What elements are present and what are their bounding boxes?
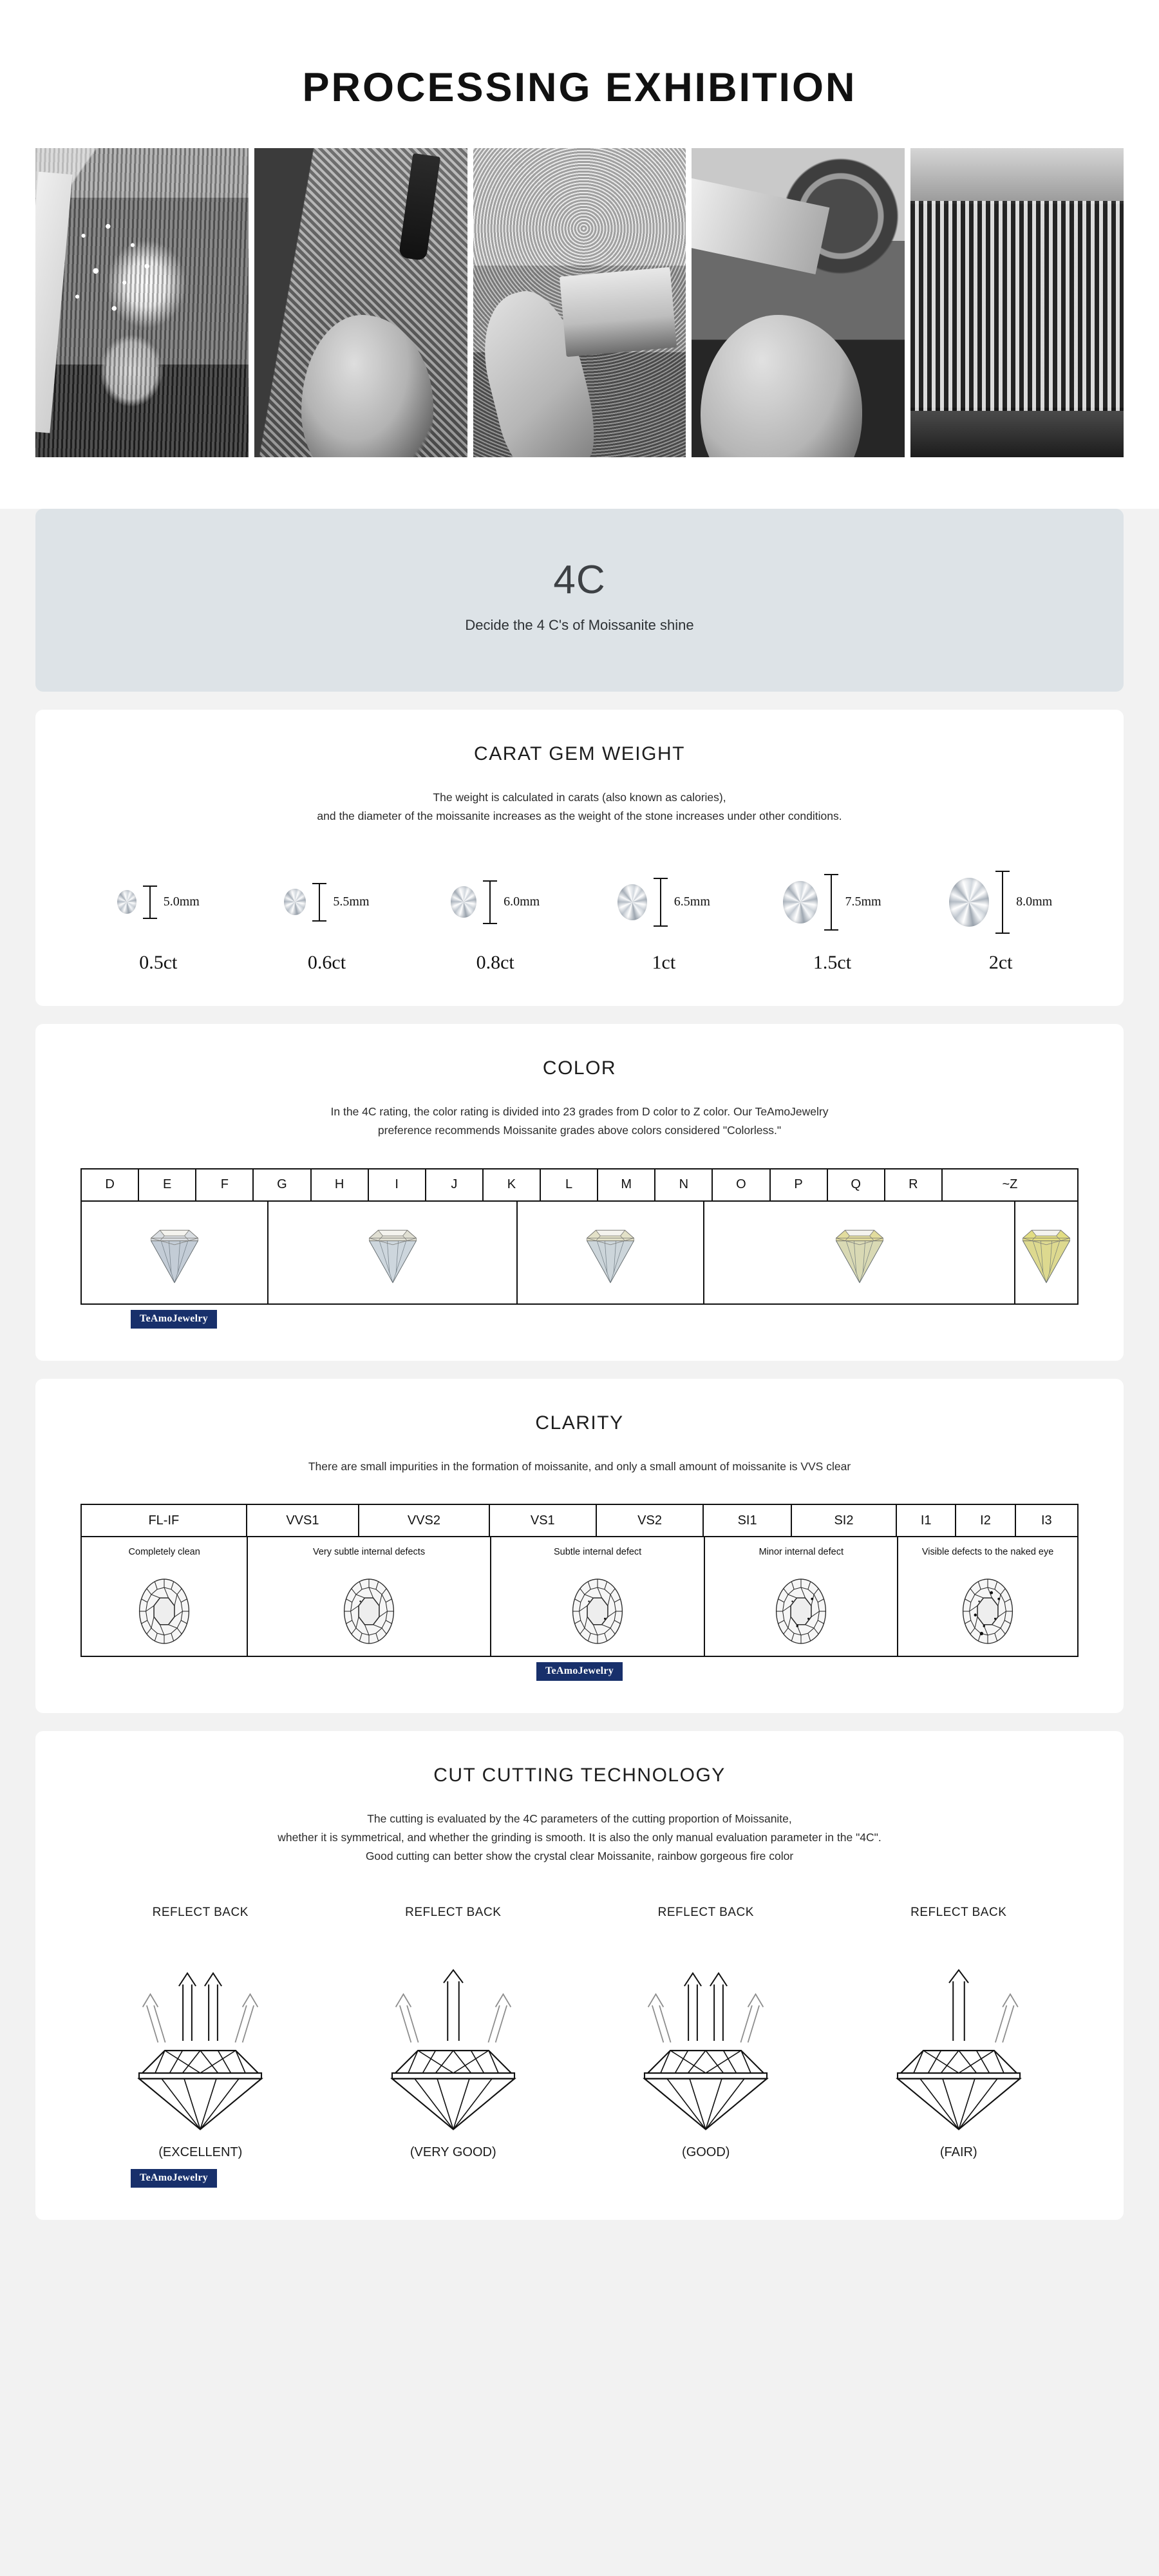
clarity-gem-cell	[705, 1567, 898, 1656]
cut-light-reflection-diagram	[117, 1938, 284, 2131]
color-grade-cell: D	[82, 1170, 139, 1200]
carat-gem-measure	[74, 860, 243, 944]
cut-item	[833, 1906, 1086, 2160]
color-sample-cell	[704, 1202, 1015, 1303]
carat-item	[411, 860, 580, 974]
round-brilliant-diamond-icon	[567, 1574, 628, 1649]
color-sample-row	[80, 1202, 1079, 1305]
carat-section	[35, 710, 1124, 1006]
moissanite-gem-icon	[451, 886, 476, 918]
cut-title: CUT CUTTING TECHNOLOGY	[433, 1765, 726, 1786]
clarity-gem-row	[80, 1567, 1079, 1657]
four-c-title: 4C	[553, 558, 606, 602]
carat-weight-label: 1.5ct	[813, 951, 852, 973]
cut-light-reflection-diagram	[370, 1938, 537, 2131]
carat-size-row	[35, 854, 1124, 974]
processing-photo-1	[35, 148, 249, 457]
teamojewelry-badge: TeAmoJewelry	[131, 2169, 217, 2188]
clarity-grade-header-row	[80, 1504, 1079, 1537]
carat-gem-measure	[580, 860, 748, 944]
processing-photo-2	[254, 148, 467, 457]
clarity-grade-cell: VVS2	[359, 1505, 489, 1536]
clarity-section	[35, 1379, 1124, 1714]
color-grade-cell: K	[484, 1170, 541, 1200]
clarity-grade-cell: VVS1	[247, 1505, 360, 1536]
clarity-description-cell: Subtle internal defect	[491, 1537, 706, 1567]
reflect-back-label: REFLECT BACK	[657, 1906, 754, 1919]
cut-item	[74, 1906, 327, 2160]
round-brilliant-diamond-icon	[133, 1574, 195, 1649]
processing-photo-4	[692, 148, 905, 457]
teamojewelry-badge: TeAmoJewelry	[536, 1662, 623, 1681]
size-measure-bar-icon	[483, 880, 497, 924]
color-grade-cell: E	[139, 1170, 196, 1200]
clarity-grade-cell: VS2	[597, 1505, 704, 1536]
round-brilliant-diamond-icon	[338, 1574, 400, 1649]
cut-item	[580, 1906, 833, 2160]
color-description-line-1: In the 4C rating, the color rating is divided into 23 grades from D color to Z color. Our TeAmoJewelry	[330, 1104, 829, 1118]
carat-diameter-label: 7.5mm	[845, 895, 881, 909]
carat-item	[74, 860, 243, 974]
carat-gem-measure	[748, 860, 917, 944]
moissanite-gem-icon	[284, 889, 306, 915]
color-description	[35, 1103, 1124, 1140]
carat-weight-label: 0.8ct	[476, 951, 514, 973]
cut-item	[327, 1906, 580, 2160]
clarity-grade-cell: SI2	[792, 1505, 897, 1536]
carat-weight-label: 0.6ct	[307, 951, 346, 973]
size-measure-bar-icon	[824, 874, 838, 931]
color-table	[35, 1168, 1124, 1329]
clarity-description: There are small impurities in the formation of moissanite, and only a small amount of moissanite is VVS clear	[308, 1459, 851, 1473]
carat-gem-measure	[243, 860, 411, 944]
clarity-description-cell: Completely clean	[82, 1537, 248, 1567]
clarity-table	[35, 1504, 1124, 1681]
clarity-description-cell: Visible defects to the naked eye	[921, 1547, 1054, 1558]
four-c-subtitle: Decide the 4 C's of Moissanite shine	[465, 617, 694, 633]
color-grade-cell: H	[312, 1170, 369, 1200]
cut-quality-label: (FAIR)	[939, 2145, 977, 2159]
cut-light-reflection-diagram	[875, 1938, 1042, 2131]
diamond-side-view-icon	[364, 1219, 421, 1286]
color-grade-cell: M	[598, 1170, 655, 1200]
color-sample-cell	[518, 1202, 704, 1303]
color-grade-cell: O	[713, 1170, 770, 1200]
clarity-gem-cell	[82, 1567, 248, 1656]
color-section	[35, 1024, 1124, 1361]
cut-badge-row	[35, 2160, 1124, 2188]
moissanite-gem-icon	[783, 881, 818, 923]
color-grade-cell: I	[369, 1170, 426, 1200]
reflect-back-label: REFLECT BACK	[405, 1906, 502, 1919]
carat-title: CARAT GEM WEIGHT	[474, 743, 685, 764]
clarity-gem-cell	[898, 1567, 1077, 1656]
processing-photo-strip	[0, 148, 1159, 483]
moissanite-gem-icon	[617, 884, 647, 920]
clarity-grade-cell: VS1	[490, 1505, 597, 1536]
carat-item	[243, 860, 411, 974]
color-badge-row	[80, 1305, 1079, 1329]
round-brilliant-diamond-icon	[770, 1574, 832, 1649]
color-grade-cell: N	[655, 1170, 713, 1200]
clarity-grade-cell: I1	[897, 1505, 956, 1536]
size-measure-bar-icon	[654, 878, 668, 927]
clarity-description-cell: Minor internal defect	[705, 1537, 898, 1567]
carat-description	[35, 788, 1124, 826]
carat-diameter-label: 6.0mm	[504, 895, 540, 909]
processing-photo-3	[473, 148, 686, 457]
color-grade-cell: P	[771, 1170, 828, 1200]
cut-quality-row	[35, 1894, 1124, 2160]
carat-diameter-label: 8.0mm	[1016, 895, 1053, 909]
cut-quality-label: (EXCELLENT)	[158, 2145, 243, 2159]
carat-item	[916, 860, 1085, 974]
cut-description-line-2: whether it is symmetrical, and whether the grinding is smooth. It is also the only manual evaluation parameter in the "4C".	[278, 1831, 881, 1844]
clarity-gem-cell	[491, 1567, 706, 1656]
cut-description-line-3: Good cutting can better show the crystal clear Moissanite, rainbow gorgeous fire color	[365, 1850, 794, 1863]
diamond-side-view-icon	[831, 1219, 888, 1286]
carat-description-line-1: The weight is calculated in carats (also known as calories),	[433, 791, 726, 804]
moissanite-gem-icon	[949, 878, 989, 927]
size-measure-bar-icon	[995, 871, 1010, 934]
clarity-description-cell: Very subtle internal defects	[248, 1537, 491, 1567]
content-wrap	[0, 509, 1159, 2220]
clarity-grade-cell: FL-IF	[82, 1505, 247, 1536]
carat-item	[580, 860, 748, 974]
color-grade-cell: R	[885, 1170, 943, 1200]
clarity-grade-cell: I3	[1041, 1513, 1052, 1528]
clarity-grade-cell: I2	[956, 1505, 1015, 1536]
diamond-side-view-icon	[146, 1219, 203, 1286]
carat-gem-measure	[916, 860, 1085, 944]
color-grade-cell: J	[426, 1170, 484, 1200]
carat-weight-label: 2ct	[988, 951, 1013, 973]
carat-diameter-label: 5.5mm	[333, 895, 370, 909]
color-grade-cell: Q	[828, 1170, 885, 1200]
cut-light-reflection-diagram	[622, 1938, 789, 2131]
diamond-side-view-icon	[1018, 1219, 1075, 1286]
reflect-back-label: REFLECT BACK	[910, 1906, 1007, 1919]
color-grade-cell: F	[196, 1170, 254, 1200]
cut-description-line-1: The cutting is evaluated by the 4C parameters of the cutting proportion of Moissanite,	[367, 1812, 792, 1826]
clarity-title: CLARITY	[535, 1412, 624, 1434]
clarity-gem-cell	[248, 1567, 491, 1656]
carat-diameter-label: 6.5mm	[674, 895, 710, 909]
size-measure-bar-icon	[143, 886, 157, 919]
carat-description-line-2: and the diameter of the moissanite increases as the weight of the stone increases under other conditions.	[317, 809, 842, 822]
clarity-badge-row	[80, 1657, 1079, 1681]
color-grade-cell: G	[254, 1170, 311, 1200]
page-title: PROCESSING EXHIBITION	[302, 65, 857, 110]
round-brilliant-diamond-icon	[957, 1574, 1019, 1649]
carat-diameter-label: 5.0mm	[163, 895, 200, 909]
color-description-line-2: preference recommends Moissanite grades above colors considered "Colorless."	[377, 1123, 782, 1137]
color-sample-cell	[269, 1202, 518, 1303]
carat-item	[748, 860, 917, 974]
carat-weight-label: 0.5ct	[139, 951, 178, 973]
cut-section	[35, 1731, 1124, 2220]
carat-gem-measure	[411, 860, 580, 944]
color-grade-cell: ~Z	[1002, 1177, 1018, 1191]
four-c-header-section	[35, 509, 1124, 692]
moissanite-gem-icon	[117, 890, 137, 914]
cut-description	[35, 1810, 1124, 1866]
cut-quality-label: (VERY GOOD)	[410, 2145, 496, 2159]
color-title: COLOR	[542, 1057, 617, 1079]
clarity-grade-cell: SI1	[704, 1505, 792, 1536]
color-grade-cell: L	[541, 1170, 598, 1200]
color-sample-cell	[1015, 1202, 1077, 1303]
processing-exhibition-section	[0, 0, 1159, 509]
clarity-description-row	[80, 1537, 1079, 1567]
cut-quality-label: (GOOD)	[682, 2145, 730, 2159]
color-grade-header-row	[80, 1168, 1079, 1202]
teamojewelry-badge: TeAmoJewelry	[131, 1310, 217, 1329]
diamond-side-view-icon	[582, 1219, 639, 1286]
color-sample-cell	[82, 1202, 269, 1303]
reflect-back-label: REFLECT BACK	[152, 1906, 249, 1919]
size-measure-bar-icon	[312, 883, 326, 922]
processing-photo-5	[910, 148, 1124, 457]
carat-weight-label: 1ct	[652, 951, 676, 973]
